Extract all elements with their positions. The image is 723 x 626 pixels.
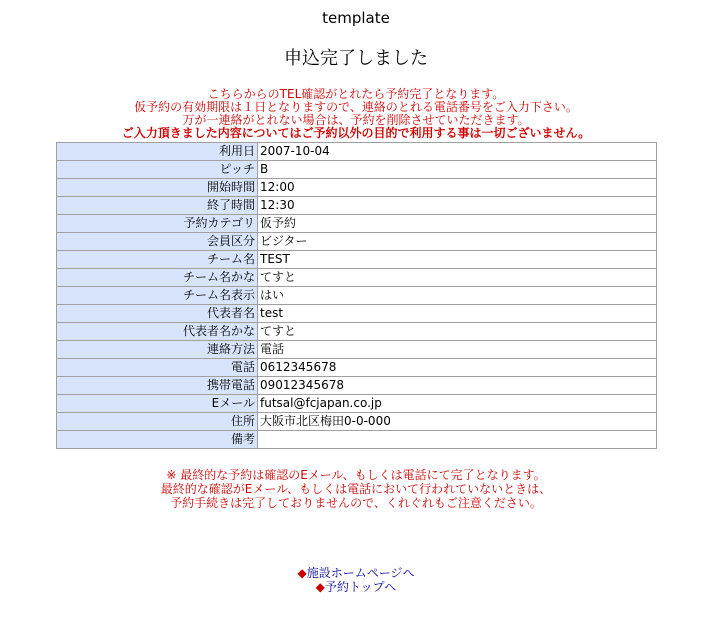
- table-row: [57, 269, 657, 287]
- row-label: チーム名表示: [57, 287, 258, 305]
- notice-privacy-line: ご入力頂きました内容についてはご予約以外の目的で利用する事は一切ございません。: [121, 126, 591, 140]
- footer-notice-line-3: 予約手続きは完了しておりませんので、くれぐれもご注意ください。: [170, 496, 542, 510]
- reservation-top-link[interactable]: 予約トップへ: [324, 580, 397, 594]
- row-value: 12:30: [258, 197, 657, 215]
- table-row: [57, 413, 657, 431]
- row-label: 連絡方法: [57, 341, 258, 359]
- table-row: [57, 395, 657, 413]
- row-value: 0612345678: [258, 359, 657, 377]
- row-value: TEST: [258, 251, 657, 269]
- notice-line-3: 万が一連絡がとれない場合は、予約を削除させていただきます。: [182, 113, 530, 127]
- page-heading: 申込完了しました: [284, 48, 428, 69]
- row-label: 開始時間: [57, 179, 258, 197]
- row-value: 09012345678: [258, 377, 657, 395]
- reservation-top-link-row: [0, 580, 712, 594]
- footer-notice-line-1: ※ 最終的な予約は確認のEメール、もしくは電話にて完了となります。: [166, 468, 546, 482]
- row-label: 終了時間: [57, 197, 258, 215]
- table-row: [57, 287, 657, 305]
- table-row: [57, 341, 657, 359]
- table-row: [57, 251, 657, 269]
- footer-links: [0, 566, 712, 594]
- row-value: 電話: [258, 341, 657, 359]
- row-label: Eメール: [57, 395, 258, 413]
- row-value: futsal@fcjapan.co.jp: [258, 395, 657, 413]
- row-label: 電話: [57, 359, 258, 377]
- diamond-bullet-icon: ◆: [315, 580, 325, 594]
- table-row: [57, 233, 657, 251]
- facility-home-link[interactable]: 施設ホームページへ: [306, 566, 415, 580]
- row-value: [258, 431, 657, 449]
- row-label: 利用日: [57, 143, 258, 161]
- row-label: 会員区分: [57, 233, 258, 251]
- row-value: はい: [258, 287, 657, 305]
- table-row: [57, 431, 657, 449]
- table-row: [57, 359, 657, 377]
- footer-notice-line-2: 最終的な確認がEメール、もしくは電話において行われていないときは、: [160, 482, 552, 496]
- table-row: [57, 215, 657, 233]
- row-value: test: [258, 305, 657, 323]
- row-value: 12:00: [258, 179, 657, 197]
- table-row: [57, 323, 657, 341]
- table-row: [57, 377, 657, 395]
- notice-line-1: こちらからのTEL確認がとれたら予約完了となります。: [207, 87, 505, 101]
- row-value: B: [258, 161, 657, 179]
- row-label: 備考: [57, 431, 258, 449]
- row-label: チーム名かな: [57, 269, 258, 287]
- row-value: てすと: [258, 269, 657, 287]
- row-value: 2007-10-04: [258, 143, 657, 161]
- notice-block: [0, 88, 712, 140]
- table-row: [57, 197, 657, 215]
- row-value: てすと: [258, 323, 657, 341]
- table-row: [57, 161, 657, 179]
- row-label: 住所: [57, 413, 258, 431]
- row-label: 代表者名: [57, 305, 258, 323]
- table-row: [57, 143, 657, 161]
- row-value: ビジター: [258, 233, 657, 251]
- diamond-bullet-icon: ◆: [297, 566, 307, 580]
- template-title: template: [322, 9, 390, 27]
- table-row: [57, 305, 657, 323]
- row-label: 代表者名かな: [57, 323, 258, 341]
- row-label: 予約カテゴリ: [57, 215, 258, 233]
- table-row: [57, 179, 657, 197]
- footer-notice-block: [0, 468, 712, 510]
- row-value: 大阪市北区梅田0-0-000: [258, 413, 657, 431]
- row-label: チーム名: [57, 251, 258, 269]
- row-label: 携帯電話: [57, 377, 258, 395]
- row-value: 仮予約: [258, 215, 657, 233]
- notice-line-2: 仮予約の有効期限は１日となりますので、連絡のとれる電話番号をご入力下さい。: [134, 100, 578, 114]
- row-label: ピッチ: [57, 161, 258, 179]
- facility-home-link-row: [0, 566, 712, 580]
- reservation-details-table: [56, 142, 657, 449]
